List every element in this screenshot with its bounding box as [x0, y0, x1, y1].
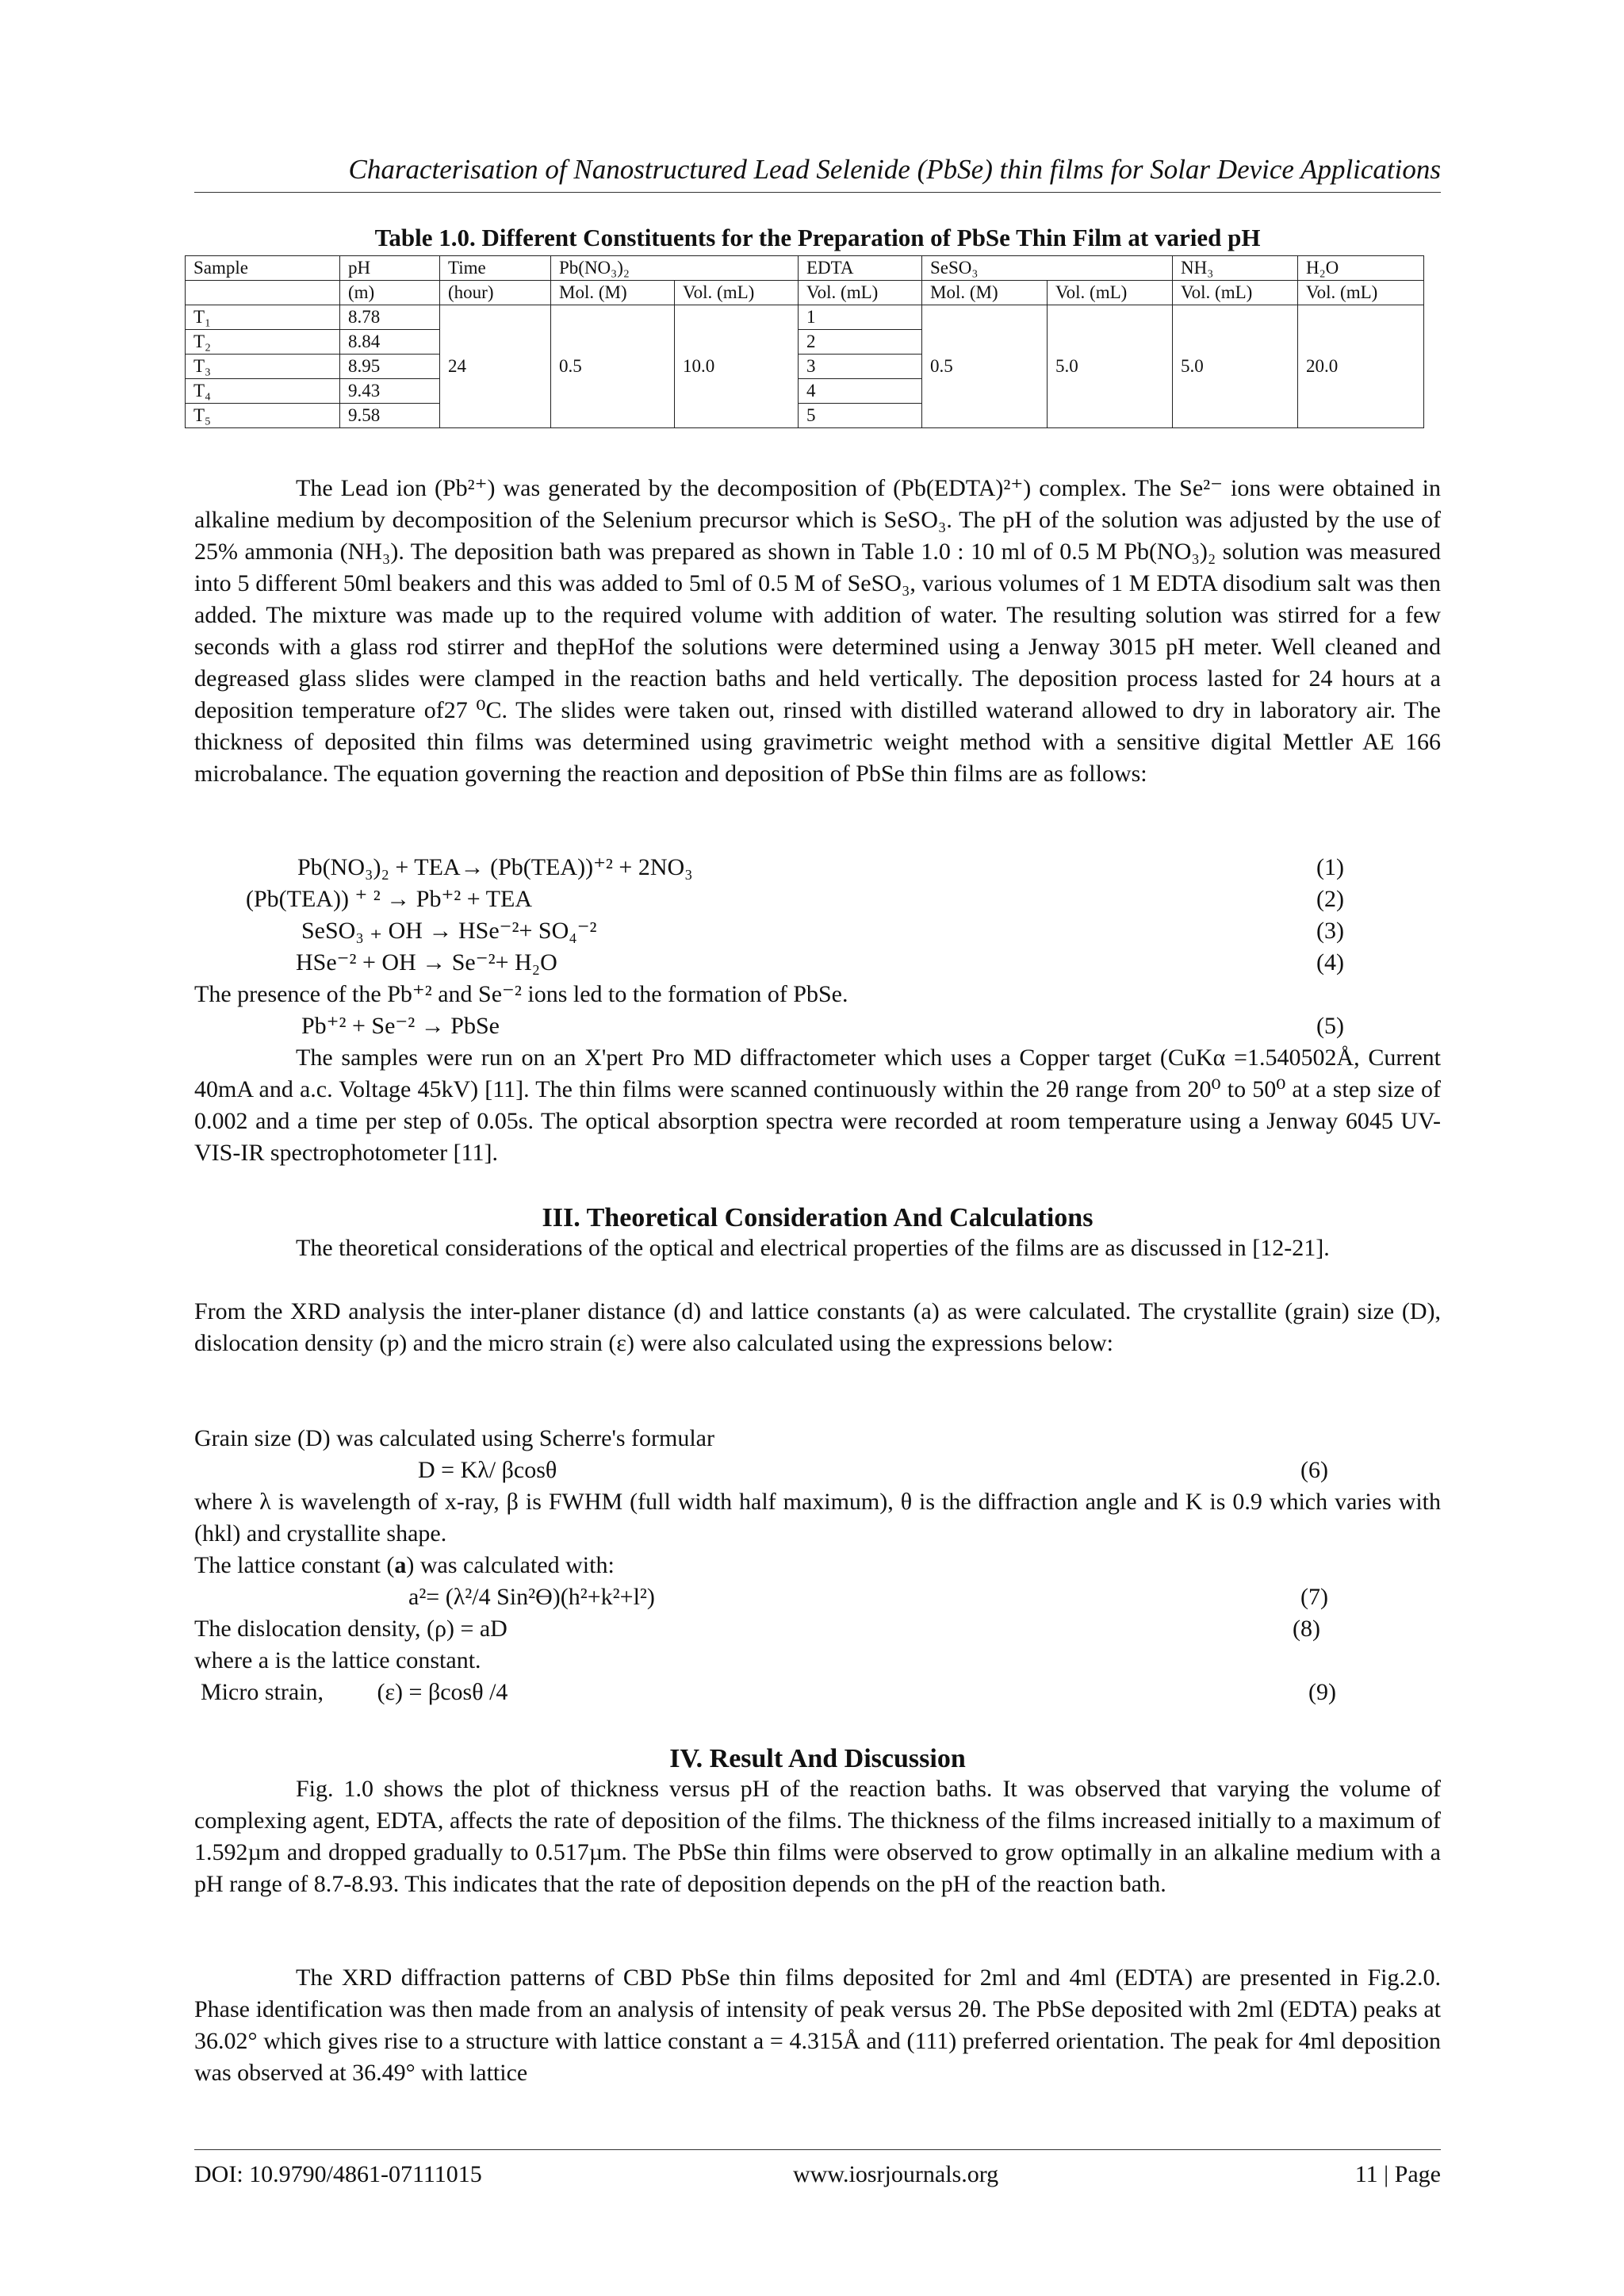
- table-cell: 24: [440, 305, 551, 428]
- equation-text: SeSO₃ ₊ OH → HSe⁻²+ SO₄⁻²: [301, 918, 597, 944]
- equation-4: [194, 947, 1344, 979]
- table-title: Table 1.0. Different Constituents for the Preparation of PbSe Thin Film at varied pH: [374, 224, 1261, 251]
- xrd-method-paragraph: The samples were run on an X'pert Pro MD diffractometer which uses a Copper target (CuKα =1.540502Å, Current 40mA and a.c. Voltage 45kV) [11]. The thin films were scanned continuously within the 2θ range from 20⁰ to 50⁰ at a step size of 0.002 and a time per step of 0.05s. The optical absorption spectra were recorded at room temperature using a Jenway 6045 UV-VIS-IR spectrophotometer [11].: [194, 1045, 1441, 1166]
- table-cell: 8.78: [340, 305, 440, 330]
- equation-1: [194, 852, 1344, 884]
- method-paragraph: The Lead ion (Pb²⁺) was generated by the decomposition of (Pb(EDTA)²⁺) complex. The Se²⁻ ions were obtained in alkaline medium by decomposition of the Selenium precursor which is SeSO₃. The pH of the solution was adjusted by the use of 25% ammonia (NH₃). The deposition bath was prepared as shown in Table 1.0 : 10 ml of 0.5 M Pb(NO₃)₂ solution was measured into 5 different 50ml beakers and this was added to 5ml of 0.5 M of SeSO₃, various volumes of 1 M EDTA disodium salt was then added. The mixture was made up to the required volume with addition of water. The resulting solution was stirred for a few seconds with a glass rod stirrer and thepHof the solutions were determined using a Jenway 3015 pH meter. Well cleaned and degreased glass slides were clamped in the reaction baths and held vertically. The deposition process lasted for 24 hours at a deposition temperature of27 ⁰C. The slides were taken out, rinsed with distilled waterand allowed to dry in laboratory air. The thickness of deposited thin films was determined using gravimetric weight method with a sensitive digital Mettler AE 166 microbalance. The equation governing the reaction and deposition of PbSe thin films are as follows:: [194, 475, 1441, 787]
- footer-doi: DOI: 10.9790/4861-07111015: [194, 2161, 482, 2187]
- table-header-cell: Vol. (mL): [1048, 281, 1173, 305]
- footer-page-number: 11 | Page: [1354, 2161, 1441, 2187]
- table-header-cell: Vol. (mL): [675, 281, 799, 305]
- equation-number: (2): [1316, 886, 1344, 912]
- table-cell: 2: [799, 330, 922, 355]
- presence-sentence: The presence of the Pb⁺² and Se⁻² ions led to the formation of PbSe.: [194, 981, 848, 1007]
- table-header-cell: Vol. (mL): [799, 281, 922, 305]
- table-header-cell: H₂O: [1298, 256, 1424, 281]
- equation-text: a²= (λ²/4 Sin²Ө)(h²+k²+l²): [408, 1584, 655, 1610]
- table-cell: T₅: [186, 404, 340, 428]
- table-cell: T₄: [186, 379, 340, 404]
- table-header-cell: Mol. (M): [922, 281, 1048, 305]
- table-header-row: [186, 281, 1424, 305]
- table-cell: 10.0: [675, 305, 799, 428]
- equation-text: Pb⁺² + Se⁻² → PbSe: [301, 1013, 500, 1039]
- xrd-analysis-paragraph: From the XRD analysis the inter-planer distance (d) and lattice constants (a) as were calculated. The crystallite (grain) size (D), dislocation density (ƿ) and the micro strain (ε) were also calculated using the expressions below:: [194, 1298, 1441, 1356]
- lattice-intro-text: ) was calculated with:: [406, 1552, 615, 1578]
- where-paragraph: where λ is wavelength of x-ray, β is FWHM (full width half maximum), θ is the diffraction angle and K is 0.9 which varies with (hkl) and crystallite shape.: [194, 1489, 1441, 1547]
- grain-size-intro: Grain size (D) was calculated using Scherre's formular: [194, 1425, 714, 1451]
- table-header-cell: (hour): [440, 281, 551, 305]
- equation-number: (7): [1300, 1584, 1328, 1610]
- table-cell: 5.0: [1173, 305, 1298, 428]
- section-3-heading: III. Theoretical Consideration And Calculations: [542, 1203, 1094, 1232]
- equation-label: Micro strain,: [201, 1679, 324, 1705]
- table-cell: 4: [799, 379, 922, 404]
- table-cell: 9.43: [340, 379, 440, 404]
- equation-3: [194, 915, 1344, 947]
- theory-paragraph: The theoretical considerations of the optical and electrical properties of the films are as discussed in [12-21].: [296, 1235, 1330, 1261]
- table-header-cell: (m): [340, 281, 440, 305]
- equation-number: (3): [1316, 918, 1344, 944]
- table-cell: 20.0: [1298, 305, 1424, 428]
- table-cell: 5: [799, 404, 922, 428]
- table-header-cell: pH: [340, 256, 440, 281]
- equation-5: [194, 1010, 1344, 1042]
- table-cell: 5.0: [1048, 305, 1173, 428]
- equation-text: (ε) = βcosθ /4: [377, 1679, 508, 1705]
- lattice-intro: [194, 1550, 1441, 1581]
- equation-number: (4): [1316, 949, 1344, 976]
- footer-divider: [194, 2149, 1441, 2150]
- table-header-cell: Sample: [186, 256, 340, 281]
- equation-text: D = Kλ/ βcosθ: [418, 1457, 557, 1483]
- equation-number: (6): [1300, 1457, 1328, 1483]
- table-cell: 0.5: [922, 305, 1048, 428]
- table-header-cell: Time: [440, 256, 551, 281]
- equation-8: [194, 1613, 1320, 1645]
- results-paragraph: Fig. 1.0 shows the plot of thickness versus pH of the reaction baths. It was observed that varying the volume of complexing agent, EDTA, affects the rate of deposition of the films. The thickness of the films increased initially to a maximum of 1.592µm and dropped gradually to 0.517µm. The PbSe thin films were observed to grow optimally in an alkaline medium with a pH range of 8.7-8.93. This indicates that the rate of deposition depends on the pH of the reaction bath.: [194, 1776, 1441, 1897]
- equation-6: [194, 1455, 1328, 1486]
- constituents-table: [185, 255, 1424, 428]
- equation-text: Pb(NO₃)₂ + TEA→ (Pb(TEA))⁺² + 2NO₃: [297, 854, 693, 880]
- table-header-cell: SeSO₃: [922, 256, 1173, 281]
- table-header-cell: Vol. (mL): [1298, 281, 1424, 305]
- equation-2: [194, 884, 1344, 915]
- table-row: [186, 305, 1424, 330]
- table-cell: 0.5: [551, 305, 675, 428]
- table-header-cell: NH₃: [1173, 256, 1298, 281]
- footer-website: www.iosrjournals.org: [793, 2161, 999, 2187]
- table-cell: 8.95: [340, 355, 440, 379]
- running-header: Characterisation of Nanostructured Lead Selenide (PbSe) thin films for Solar Device Applications: [348, 154, 1441, 185]
- table-header-row: [186, 256, 1424, 281]
- equation-7: [194, 1581, 1328, 1613]
- lattice-intro-text: The lattice constant (: [194, 1552, 395, 1578]
- table-header-cell: Mol. (M): [551, 281, 675, 305]
- equation-9: [194, 1677, 1336, 1708]
- lattice-symbol: a: [394, 1552, 407, 1578]
- table-cell: T₁: [186, 305, 340, 330]
- equation-text: (Pb(TEA)) ⁺ ² → Pb⁺² + TEA: [246, 886, 532, 912]
- equation-text: HSe⁻² + OH → Se⁻²+ H₂O: [296, 949, 557, 976]
- table-cell: 9.58: [340, 404, 440, 428]
- table-header-cell: EDTA: [799, 256, 922, 281]
- equation-number: (5): [1316, 1013, 1344, 1039]
- table-cell: 8.84: [340, 330, 440, 355]
- header-divider: [194, 192, 1441, 193]
- xrd-results-paragraph: The XRD diffraction patterns of CBD PbSe thin films deposited for 2ml and 4ml (EDTA) are presented in Fig.2.0. Phase identification was then made from an analysis of intensity of peak versus 2θ. The PbSe deposited with 2ml (EDTA) peaks at 36.02° which gives rise to a structure with lattice constant a = 4.315Å and (111) preferred orientation. The peak for 4ml deposition was observed at 36.49° with lattice: [194, 1964, 1441, 2086]
- equation-number: (8): [1293, 1616, 1320, 1642]
- table-cell: 1: [799, 305, 922, 330]
- equation-number: (1): [1316, 854, 1344, 880]
- equation-number: (9): [1308, 1679, 1336, 1705]
- table-cell: [186, 281, 340, 305]
- equation-text: The dislocation density, (ρ) = aD: [194, 1616, 508, 1642]
- table-header-cell: Pb(NO₃)₂: [551, 256, 799, 281]
- table-cell: 3: [799, 355, 922, 379]
- table-cell: T₃: [186, 355, 340, 379]
- lattice-note: where a is the lattice constant.: [194, 1647, 481, 1673]
- section-4-heading: IV. Result And Discussion: [669, 1744, 966, 1773]
- table-header-cell: Vol. (mL): [1173, 281, 1298, 305]
- table-cell: T₂: [186, 330, 340, 355]
